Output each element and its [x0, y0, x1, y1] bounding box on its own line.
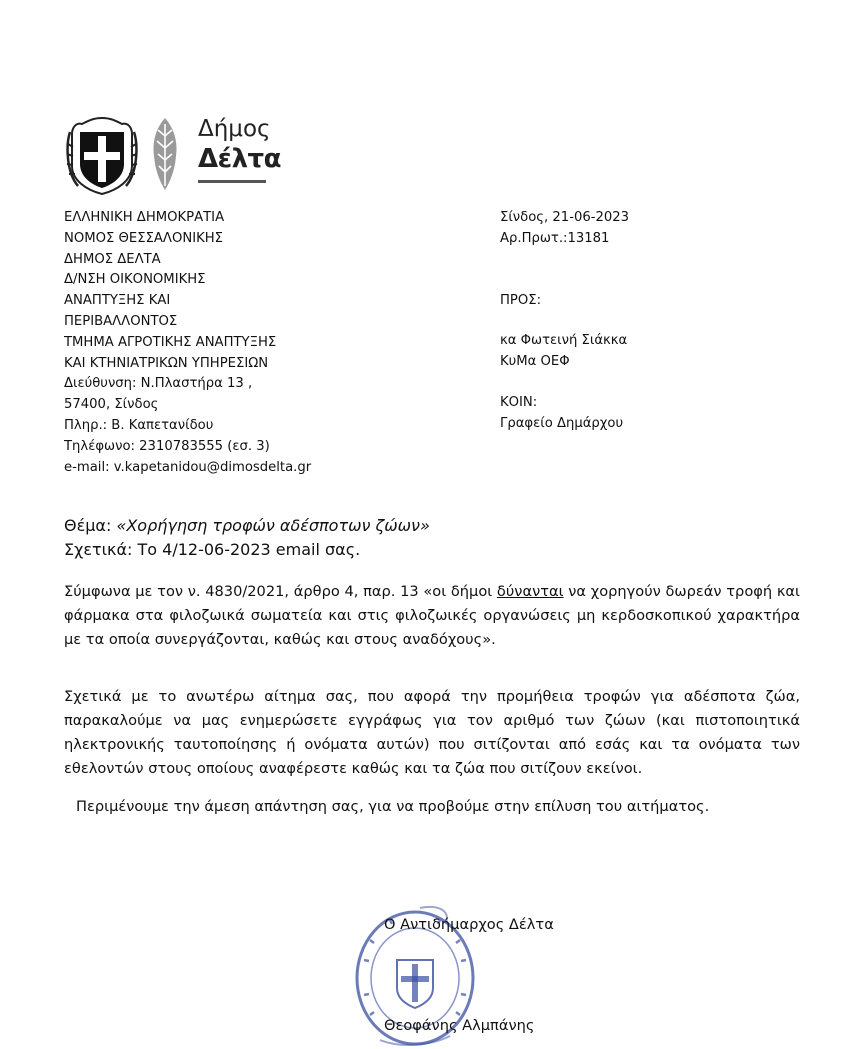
- logo-text-dimos: Δήμος: [198, 116, 271, 142]
- logo-text-delta: Δέλτα: [198, 144, 282, 174]
- sender-line: Δ/ΝΣΗ ΟΙΚΟΝΟΜΙΚΗΣ: [64, 272, 206, 288]
- subject-line: [64, 514, 430, 538]
- sender-line: ΑΝΑΠΤΥΞΗΣ ΚΑΙ: [64, 293, 171, 309]
- underlined-word: δύνανται: [496, 583, 564, 600]
- delta-municipality-logo-icon: [148, 116, 182, 192]
- letterhead-logos: [64, 112, 282, 198]
- sender-contact-person: Πληρ.: Β. Καπετανίδου: [64, 417, 214, 433]
- sender-phone: Τηλέφωνο: 2310783555 (εσ. 3): [64, 438, 270, 454]
- recipient-block: [500, 208, 629, 435]
- sender-block: [64, 208, 311, 478]
- sender-line: ΕΛΛΗΝΙΚΗ ΔΗΜΟΚΡΑΤΙΑ: [64, 210, 225, 225]
- sender-email: e-mail: v.kapetanidou@dimosdelta.gr: [64, 459, 312, 475]
- cc-name: Γραφείο Δημάρχου: [500, 415, 624, 431]
- sender-postcode: 57400, Σίνδος: [64, 397, 159, 413]
- protocol-number: Αρ.Πρωτ.:13181: [500, 230, 610, 246]
- signature-block: [340, 900, 580, 1049]
- subject-label: Θέμα:: [64, 516, 112, 535]
- body-paragraph-request: Σχετικά με το ανωτέρω αίτημα σας, που αφορά την προμήθεια τροφών για αδέσποτα ζώα, παρακαλούμε να μας ενημερώσετε εγγράφως για τον αριθμό των ζώων (και πιστοποιητικά ηλεκτρονικής ταυτοποίησης ή ονόματα αυτών) που σιτίζονται από εσάς και τα ονόματα των εθελοντών στους οποίους αναφέρεστε καθώς και τα ζώα που σιτίζουν εκείνοι.: [64, 688, 800, 777]
- hellenic-republic-coat-of-arms-icon: [64, 114, 140, 198]
- signature-title: Ο Αντιδήμαρχος Δέλτα: [384, 916, 554, 933]
- sender-line: ΔΗΜΟΣ ΔΕΛΤΑ: [64, 251, 161, 267]
- body-paragraph-law: [64, 580, 800, 652]
- subject-text: «Χορήγηση τροφών αδέσποτων ζώων»: [116, 516, 430, 535]
- to-label: ΠΡΟΣ:: [500, 292, 542, 308]
- related-label: Σχετικά:: [64, 540, 133, 559]
- document-date: Σίνδος, 21-06-2023: [500, 210, 630, 225]
- to-name: κα Φωτεινή Σιάκκα: [500, 333, 628, 349]
- sender-line: ΠΕΡΙΒΑΛΛΟΝΤΟΣ: [64, 313, 178, 329]
- sender-line: ΝΟΜΟΣ ΘΕΣΣΑΛΟΝΙΚΗΣ: [64, 230, 223, 246]
- sender-address: Διεύθυνση: Ν.Πλαστήρα 13 ,: [64, 376, 253, 392]
- logo-underline: [198, 180, 266, 183]
- sender-line: ΤΜΗΜΑ ΑΓΡΟΤΙΚΗΣ ΑΝΑΠΤΥΞΗΣ: [64, 334, 277, 350]
- related-line: [64, 538, 430, 562]
- body-paragraph-closing: Περιμένουμε την άμεση απάντηση σας, για να προβούμε στην επίλυση του αιτήματος.: [76, 798, 710, 815]
- cc-label: ΚΟΙΝ:: [500, 394, 538, 410]
- to-organization: ΚυΜα ΟΕΦ: [500, 354, 570, 370]
- paragraph-text: Σύμφωνα με τον ν. 4830/2021, άρθρο 4, παρ. 13 «οι δήμοι: [64, 583, 497, 600]
- related-text: Το 4/12-06-2023 email σας.: [137, 540, 361, 559]
- signature-name: Θεοφάνης Αλμπάνης: [384, 1017, 535, 1034]
- subject-block: [64, 514, 430, 562]
- paragraph-text: να χορηγούν δωρεάν τροφή και φάρμακα στα φιλοζωικά σωματεία και στις φιλοζωικές οργανώσεις μη κερδοσκοπικού χαρακτήρα με τα οποία συνεργάζονται, καθώς και στους αναδόχους».: [64, 583, 800, 648]
- sender-line: ΚΑΙ ΚΤΗΝΙΑΤΡΙΚΩΝ ΥΠΗΡΕΣΙΩΝ: [64, 355, 269, 371]
